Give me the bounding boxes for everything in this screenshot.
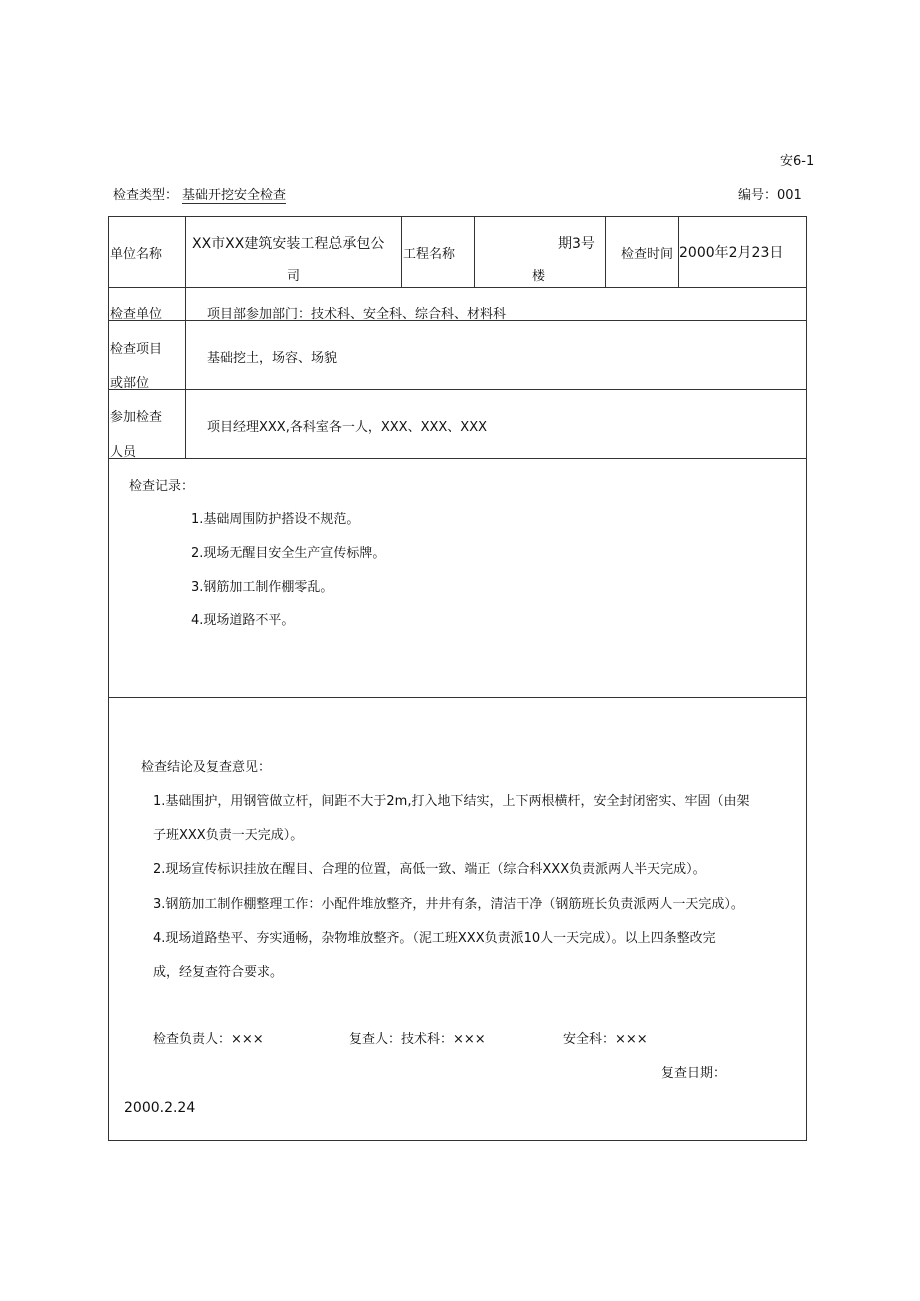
records-title: 检查记录：	[129, 479, 195, 494]
inspect-item-label-2: 或部位	[110, 376, 150, 391]
inspection-type-label: 检查类型：	[113, 188, 179, 203]
divider	[605, 216, 606, 287]
unit-name-label: 单位名称	[110, 247, 163, 262]
conclusion-line: 子班XXX负责一天完成）。	[153, 828, 304, 843]
unit-name-line1: XX市XX建筑安装工程总承包公	[192, 236, 385, 252]
unit-name-line2: 司	[287, 269, 301, 284]
reviewer-signature: 复查人：技术科：×××	[349, 1032, 486, 1047]
project-name-line2: 楼	[532, 269, 546, 284]
record-item: 1.基础周围防护搭设不规范。	[191, 512, 360, 527]
record-item: 2.现场无醒目安全生产宣传标牌。	[191, 546, 386, 561]
inspect-unit-label: 检查单位	[110, 307, 163, 322]
conclusion-line: 3.钢筋加工制作棚整理工作：小配件堆放整齐，井井有条，清洁干净（钢筋班长负责派两人一天完成）。	[153, 897, 744, 912]
participants-value: 项目经理XXX,各科室各一人，XXX、XXX、XXX	[207, 420, 488, 435]
inspect-item-label: 检查项目	[110, 342, 163, 357]
review-date-label: 复查日期：	[661, 1066, 727, 1081]
conclusion-line: 成，经复查符合要求。	[153, 965, 284, 980]
divider	[401, 216, 402, 287]
participants-label: 参加检查	[110, 410, 163, 425]
inspection-type-value: 基础开挖安全检查	[182, 184, 286, 204]
divider	[108, 216, 807, 217]
divider	[108, 389, 807, 390]
inspector-signature: 检查负责人：×××	[153, 1032, 264, 1047]
divider	[108, 1140, 807, 1141]
form-code: 安6-1	[780, 154, 815, 169]
record-item: 3.钢筋加工制作棚零乱。	[191, 580, 334, 595]
divider	[108, 697, 807, 698]
inspect-item-value: 基础挖土，场容、场貌	[207, 351, 338, 366]
divider	[474, 216, 475, 287]
project-name-label: 工程名称	[403, 247, 456, 262]
participants-label-2: 人员	[110, 445, 137, 460]
conclusion-line: 2.现场宣传标识挂放在醒目、合理的位置，高低一致、端正（综合科XXX负责派两人半天完成）。	[153, 862, 706, 877]
divider	[108, 287, 807, 288]
project-name-line1: 期3号	[558, 236, 595, 252]
inspection-time-value: 2000年2月23日	[679, 245, 784, 261]
divider	[108, 216, 109, 1141]
conclusion-line: 1.基础围护，用钢管做立杆，间距不大于2m,打入地下结实，上下两根横杆，安全封闭密实、牢固（由架	[153, 794, 750, 809]
inspect-unit-value: 项目部参加部门：技术科、安全科、综合科、材料科	[207, 307, 507, 322]
divider	[806, 216, 807, 1141]
safety-signature: 安全科：×××	[563, 1032, 648, 1047]
conclusion-title: 检查结论及复查意见：	[141, 760, 272, 775]
divider	[108, 458, 807, 459]
serial-number: 编号：001	[738, 188, 802, 203]
divider	[185, 216, 186, 458]
review-date: 2000.2.24	[124, 1100, 196, 1116]
record-item: 4.现场道路不平。	[191, 613, 295, 628]
conclusion-line: 4.现场道路垫平、夯实通畅，杂物堆放整齐。（泥工班XXX负责派10人一天完成）。以上四条整改完	[153, 931, 716, 946]
inspection-time-label: 检查时间	[621, 247, 674, 262]
